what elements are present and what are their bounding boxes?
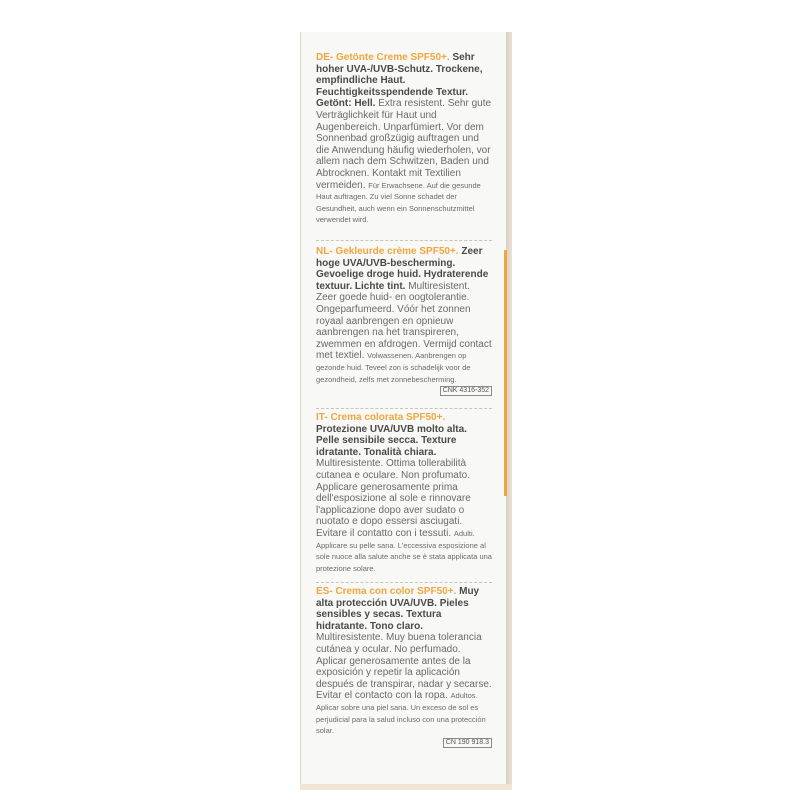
section-it (316, 412, 492, 574)
product-code: CN 190 918.3 (443, 738, 492, 748)
section-small-text: Für Erwachsene. Auf die gesunde Haut auftragen. Zu viel Sonne schadet der Gesundheit, auch wenn ein Sonnenschutzmittel verwendet wird. (316, 180, 481, 225)
section-body-text: Multiresistente. Ottima tollerabilità cutanea e oculare. Non profumato. Applicare generosamente prima dell'esposizione al sole e rinnovare l'applicazione dopo aver sudato o nuotato e dopo essersi asciugati. Evitare il contatto con i tessuti. (316, 458, 471, 539)
section-small-text: Adulti. Applicare su pelle sana. L'eccessiva esposizione al sole nuoce alla salute anche se è stata applicata una protezione solare. (316, 528, 492, 573)
section-small-text: Adultos. Aplicar sobre una piel sana. Un exceso de sol es perjudicial para la salud incluso con una protección solar. (316, 691, 486, 736)
product-code: CNK 4316-352 (440, 386, 492, 396)
section-small-text: Volwassenen. Aanbrengen op gezonde huid. Teveel zon is schadelijk voor de gezondheid, zelfs met zonnebescherming. (316, 351, 471, 384)
section-de (316, 52, 492, 226)
section-heading: DE- Getönte Creme SPF50+. (316, 52, 450, 63)
section-bold-text: Sehr hoher UVA-/UVB-Schutz. Trockene, empfindliche Haut. Feuchtigkeitsspendende Textur. Getönt: Hell. (316, 52, 483, 110)
box-bottom-edge (300, 784, 512, 790)
section-bold-text: Protezione UVA/UVB molto alta. Pelle sensibile secca. Texture idratante. Tonalità chiara. (316, 423, 467, 458)
section-divider (316, 582, 492, 583)
section-heading: IT- Crema colorata SPF50+. (316, 412, 446, 423)
section-nl (316, 246, 492, 396)
orange-stripe (504, 250, 507, 496)
section-heading: ES- Crema con color SPF50+. (316, 586, 457, 597)
section-body-text: Extra resistent. Sehr gute Verträglichkeit für Haut und Augenbereich. Unparfümiert. Vor dem Sonnenbad großzügig auftragen und die Anwendung häufig wiederholen, vor allem nach dem Schwitzen, Baden und Abtrocknen. Kontakt mit Textilien vermeiden. (316, 98, 492, 191)
section-body-text: Multiresistente. Muy buena tolerancia cutánea y ocular. No perfumado. Aplicar generosamente antes de la exposición y repetir la aplicación después de transpirar, nadar y secarse. Evitar el contacto con la ropa. (316, 632, 492, 702)
section-es (316, 586, 492, 748)
section-bold-text: Muy alta protección UVA/UVB. Pieles sensibles y secas. Textura hidratante. Tono claro. (316, 586, 480, 632)
section-heading: NL- Gekleurde crème SPF50+. (316, 246, 459, 257)
section-divider (316, 240, 492, 241)
section-divider (316, 408, 492, 409)
section-bold-text: Zeer hoge UVA/UVB-bescherming. Gevoelige droge huid. Hydraterende textuur. Lichte tint. (316, 246, 489, 292)
section-body-text: Multiresistent. Zeer goede huid- en oogtolerantie. Ongeparfumeerd. Vóór het zonnen royaal aanbrengen en opnieuw aanbrengen na het transpireren, zwemmen en afdrogen. Vermijd contact met textiel. (316, 280, 492, 362)
